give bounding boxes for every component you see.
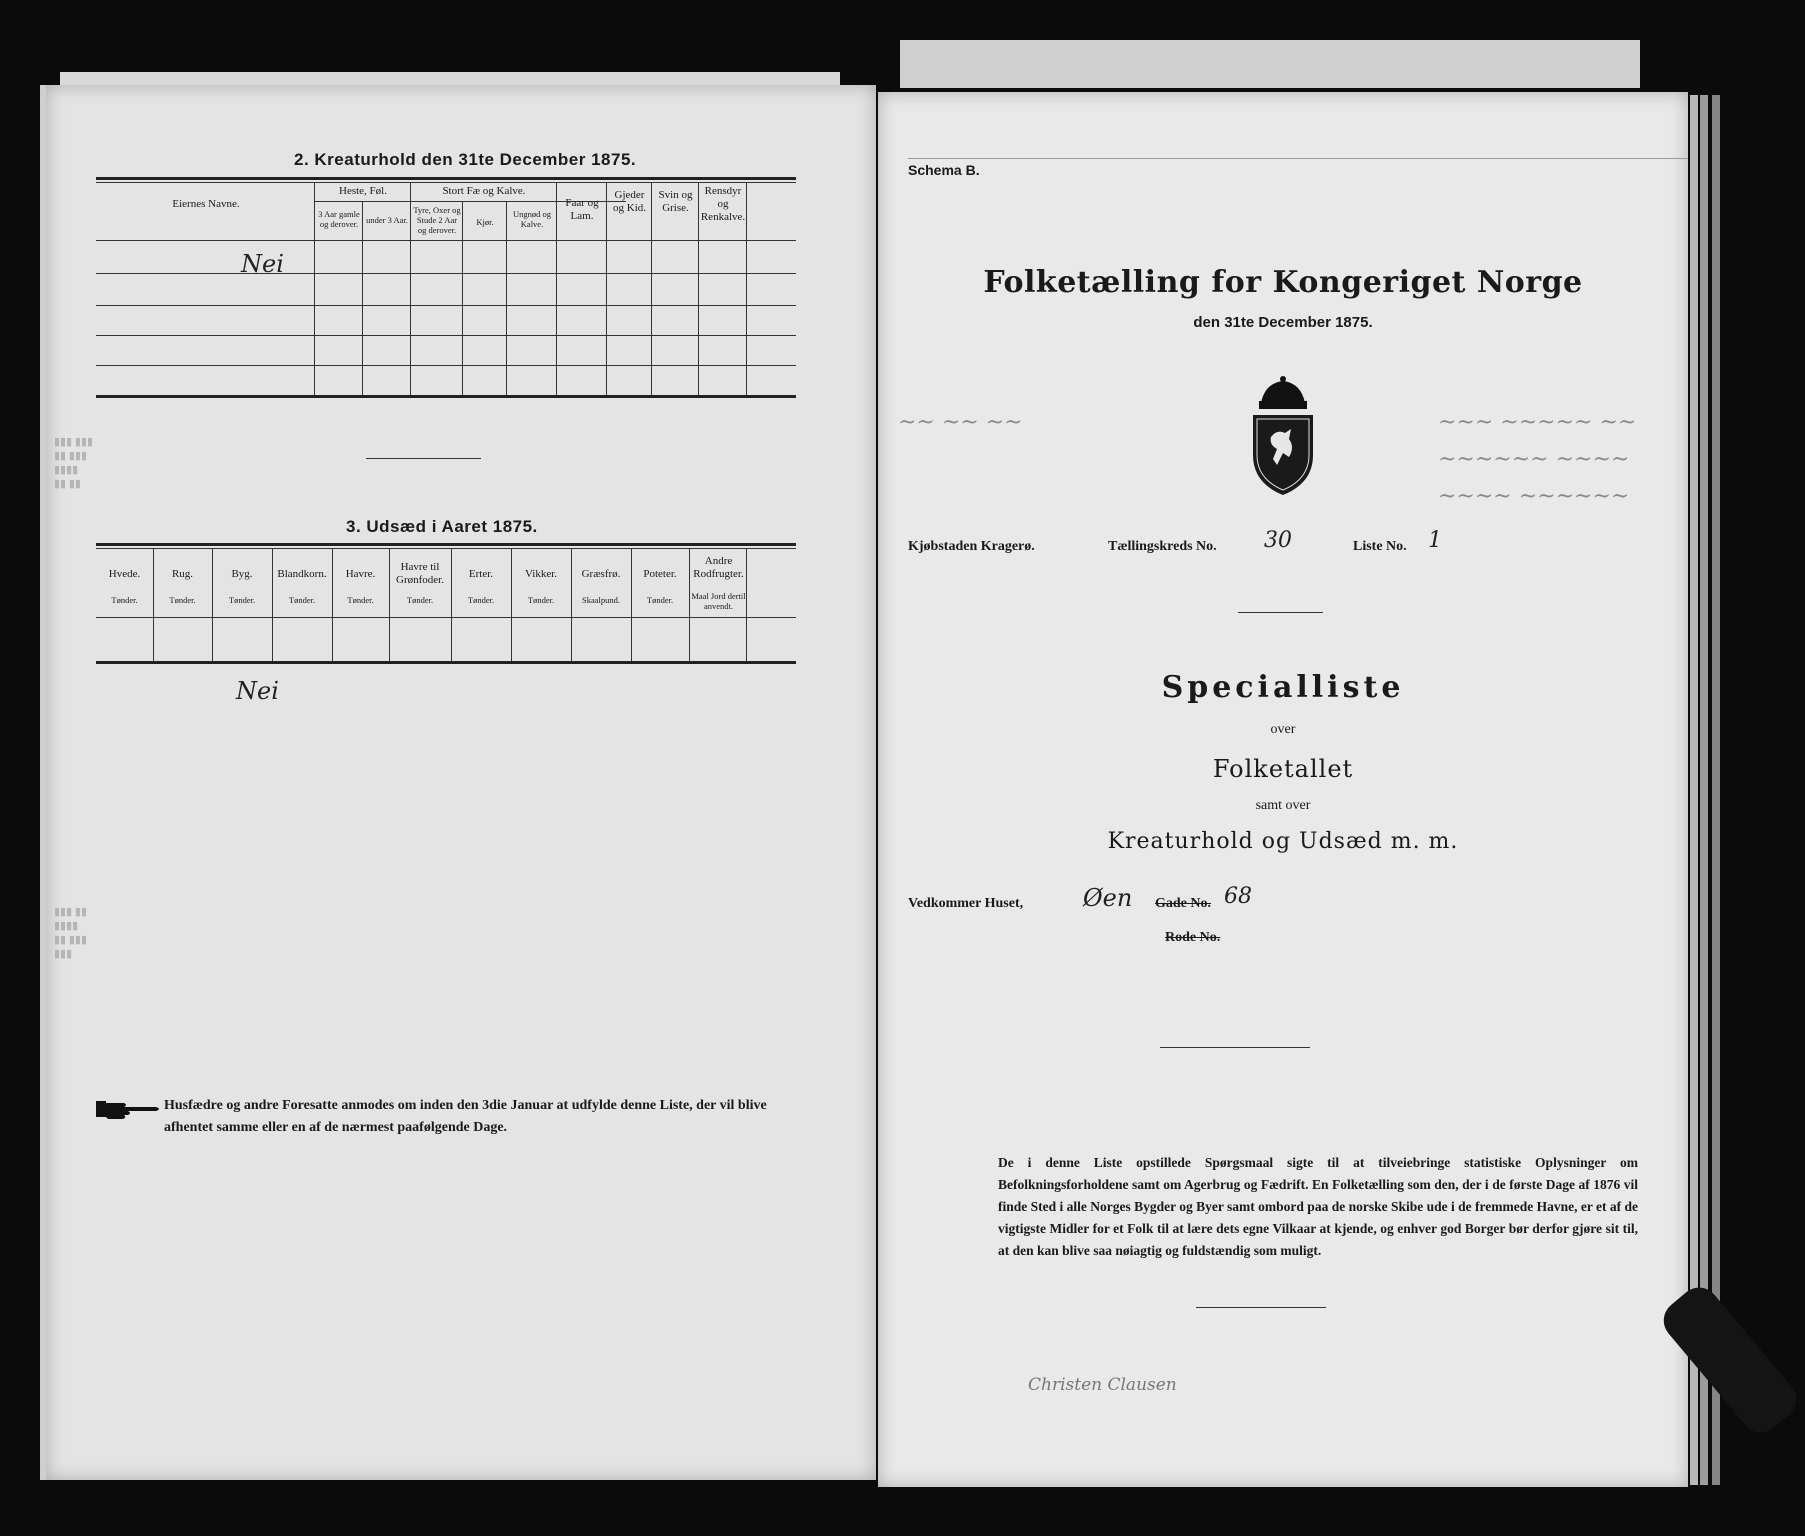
table-rule	[96, 617, 796, 618]
table-col-rule	[689, 548, 690, 661]
col-reindeer-header: Rensdyr og Renkalve.	[700, 185, 746, 224]
separator-rule	[366, 458, 481, 459]
table-rule	[96, 273, 796, 274]
table-rule	[96, 335, 796, 336]
bleed-through: ~~~ ~~~~~ ~~	[1438, 410, 1637, 435]
cattle-sub2-header: Kjør.	[476, 217, 494, 227]
notice-text: Husfædre og andre Foresatte anmodes om inden den 3die Januar at udfylde denne Liste, der vil blive afhentet samme eller en af de nærmest paafølgende Dage.	[164, 1098, 767, 1135]
page-edge	[1700, 95, 1708, 1485]
col-owner-header: Eiernes Navne.	[172, 198, 240, 210]
table-col-rule	[651, 182, 652, 395]
udsaed-col-name: Blandkorn.	[277, 568, 327, 580]
table-col-rule	[410, 182, 411, 395]
separator-rule	[1196, 1307, 1326, 1308]
bleed-through: ~~~~~~ ~~~~	[1438, 447, 1630, 472]
table-rule	[96, 240, 796, 241]
udsaed-col-unit: Tønder.	[406, 595, 434, 605]
table-col-rule	[606, 182, 607, 395]
page-edge	[1690, 95, 1698, 1485]
table-col-rule	[362, 201, 363, 395]
table-col-rule	[462, 201, 463, 395]
liste-value: 1	[1428, 528, 1442, 553]
schema-label: Schema B.	[908, 162, 980, 178]
bleed-rule	[908, 158, 1688, 159]
rode-label: Rode No.	[1165, 930, 1221, 945]
udsaed-col-name: Havre til Grønfoder.	[396, 561, 444, 587]
horse-sub2-header: under 3 Aar.	[366, 215, 408, 225]
document-title: Folketælling for Kongeriget Norge	[983, 265, 1583, 300]
separator-rule	[1238, 612, 1323, 613]
section2-title: 2. Kreaturhold den 31te December 1875.	[294, 150, 637, 169]
folketallet-heading: Folketallet	[1212, 755, 1354, 783]
udsaed-col-unit: Skaalpund.	[581, 595, 620, 605]
table-col-rule	[698, 182, 699, 395]
udsaed-col-name: Poteter.	[643, 568, 677, 580]
gade-label: Gade No.	[1155, 896, 1211, 911]
separator-rule	[1160, 1047, 1310, 1048]
right-page	[878, 92, 1688, 1487]
udsaed-col-unit: Tønder.	[347, 595, 374, 605]
kjobstaden-label: Kjøbstaden Kragerø.	[908, 539, 1035, 554]
udsaed-col-name: Erter.	[468, 568, 494, 580]
table-col-rule	[746, 548, 747, 661]
udsaed-col-name: Græsfrø.	[581, 568, 621, 580]
table-rule	[96, 661, 796, 664]
document-date: den 31te December 1875.	[1193, 314, 1373, 331]
udsaed-col-unit: Tønder.	[527, 595, 555, 605]
signature: Christen Clausen	[1028, 1375, 1177, 1395]
info-paragraph: De i denne Liste opstillede Spørgsmaal sigte til at tilveiebringe statistiske Oplysninger om Befolkningsforholdene samt om Agerbrug og Fædrift. En Folketælling som den, der i de første Dage af 1876 vil finde Sted i alle Norges Bygder og Byer samt ombord paa de norske Skibe ude i de fremmede Havne, er et af de vigtigste Midler for et Folk til at lære dets egne Vilkaar at kjende, og enhver god Borger bør derfor gjøre sit til, at den kan blive saa nøiagtig og fuldstændig som muligt.	[998, 1155, 1638, 1258]
cattle-sub1-header: Tyre, Oxer og Stude 2 Aar og derover.	[413, 205, 461, 236]
table-rule	[96, 543, 796, 546]
bleed-through: ~~ ~~ ~~	[898, 410, 1023, 435]
bleed-through: ~~~~ ~~~~~~	[1438, 484, 1630, 509]
specialliste-heading: Specialliste	[1161, 670, 1405, 705]
udsaed-col-name: Byg.	[231, 568, 253, 580]
left-page	[40, 85, 876, 1480]
udsaed-col-unit: Tønder.	[467, 595, 495, 605]
col-goats-header: Gjeder og Kid.	[613, 189, 646, 215]
col-pigs-header: Svin og Grise.	[658, 189, 693, 215]
taellingskreds-label: Tællingskreds No.	[1108, 539, 1217, 554]
handwritten-entry: Nei	[241, 250, 284, 278]
table-rule	[96, 182, 796, 183]
udsaed-col-unit: Tønder.	[288, 595, 316, 605]
table-col-rule	[746, 182, 747, 395]
udsaed-col-name: Hvede.	[108, 568, 141, 580]
udsaed-col-unit: Tønder.	[169, 595, 196, 605]
kreaturhold-heading: Kreaturhold og Udsæd m. m.	[1107, 829, 1459, 854]
udsaed-col-unit: Maal Jord dertil anvendt.	[691, 591, 746, 612]
samt-over-text: samt over	[1255, 798, 1311, 813]
taellingskreds-value: 30	[1264, 528, 1292, 553]
vedkommer-label: Vedkommer Huset,	[908, 896, 1024, 911]
section3-title: 3. Udsæd i Aaret 1875.	[346, 517, 538, 536]
udsaed-col-unit: Tønder.	[646, 595, 674, 605]
coat-of-arms-icon	[1243, 375, 1323, 500]
page-edge-strip	[900, 40, 1640, 88]
bleed-through: ▮▮▮ ▮▮ ▮▮▮▮ ▮▮ ▮▮▮ ▮▮▮	[54, 906, 88, 960]
table-col-rule	[556, 182, 557, 395]
page-edge	[1712, 95, 1720, 1485]
udsaed-col-name: Rug.	[171, 568, 194, 580]
table-rule	[96, 177, 796, 180]
udsaed-col-name: Havre.	[345, 568, 376, 580]
handwritten-entry: Nei	[236, 677, 279, 705]
pointing-hand-icon	[94, 1097, 164, 1121]
vedkommer-value: Øen	[1083, 884, 1133, 912]
bleed-through: ▮▮▮ ▮▮▮ ▮▮ ▮▮▮ ▮▮▮▮ ▮▮ ▮▮	[54, 436, 94, 490]
cattle-sub3-header: Ungnød og Kalve.	[512, 209, 551, 230]
udsaed-col-unit: Tønder.	[111, 595, 138, 605]
udsaed-col-unit: Tønder.	[228, 595, 256, 605]
table-rule	[96, 395, 796, 398]
group-cattle-header: Stort Fæ og Kalve.	[442, 185, 526, 197]
table-rule	[96, 365, 796, 366]
horse-sub1-header: 3 Aar gamle og derover.	[318, 209, 360, 230]
table-col-rule	[314, 182, 315, 395]
table-rule	[96, 548, 796, 549]
table-rule	[96, 305, 796, 306]
gade-value: 68	[1224, 884, 1252, 909]
col-sheep-header: Faar og Lam.	[565, 197, 599, 223]
over-text: over	[1270, 722, 1296, 737]
udsaed-col-name: Andre Rodfrugter.	[693, 555, 744, 581]
liste-label: Liste No.	[1353, 539, 1407, 554]
udsaed-col-name: Vikker.	[524, 568, 558, 580]
group-horses-header: Heste, Føl.	[339, 185, 387, 197]
table-col-rule	[506, 201, 507, 395]
